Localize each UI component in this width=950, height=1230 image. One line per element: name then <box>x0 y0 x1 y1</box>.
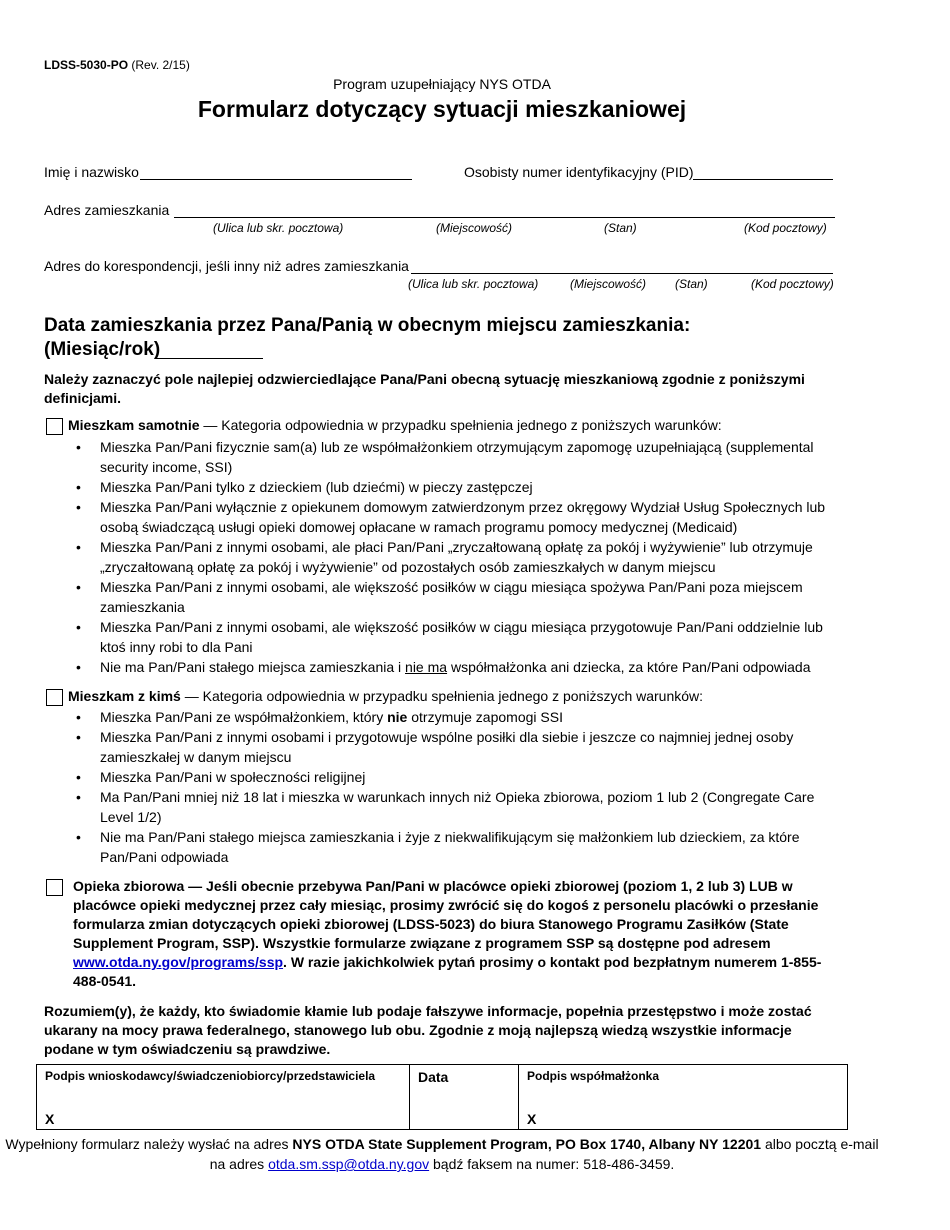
list-item: • Mieszka Pan/Pani fizycznie sam(a) lub ze współmałżonkiem otrzymującym zapomogę uzupełniającą (supplemental security income, SSI) <box>72 437 832 477</box>
residence-date-field[interactable] <box>155 338 263 359</box>
living-with-someone-desc: — Kategoria odpowiednia w przypadku spełnienia jednego z poniższych warunków: <box>180 688 704 704</box>
declaration: Rozumiem(y), że każdy, kto świadomie kłamie lub podaje fałszywe informacje, popełnia przestępstwo i może zostać ukarany na mocy prawa federalnego, stanowego lub obu. Zgodnie z moją najlepszą wiedzą wszystkie informacje podane w tym oświadczeniu są prawdziwe. <box>44 1003 812 1057</box>
residence-date-heading: Data zamieszkania przez Pana/Panią w obecnym miejscu zamieszkania: <box>44 315 691 336</box>
living-with-someone-option <box>68 687 703 706</box>
applicant-signature-cell[interactable] <box>37 1065 410 1130</box>
applicant-x-mark: X <box>45 1111 55 1127</box>
list-item: • Mieszka Pan/Pani z innymi osobami, ale większość posiłków w ciągu miesiąca przygotowuje Pan/Pani oddzielnie lub ktoś inny robi to dla Pani <box>72 617 832 657</box>
congregate-care-contact: . W razie jakichkolwiek pytań prosimy o kontakt pod bezpłatnym numerem 1-855-488-0541. <box>73 954 822 989</box>
mailing-label: Adres do korespondencji, jeśli inny niż adres zamieszkania <box>44 258 409 274</box>
congregate-care-text: Opieka zbiorowa — Jeśli obecnie przebywa Pan/Pani w placówce opieki zbiorowej (poziom 1, 2 lub 3) LUB w placówce opieki medycznej przez cały miesiąc, prosimy zwrócić się do kogoś z personelu placówki o przesłanie formularza zmian dotyczących opieki zbiorowej (LDSS-5023) do biura Stanowego Programu Zasiłków (State Supplement Program, SSP). Wszystkie formularze związane z programem SSP są dostępne pod adresem <box>73 878 819 951</box>
address-zip-sublabel: (Kod pocztowy) <box>744 221 827 235</box>
residence-date-monthyear-label: (Miesiąc/rok) <box>44 339 161 360</box>
list-item: • Nie ma Pan/Pani stałego miejsca zamieszkania i żyje z niekwalifikującym się małżonkiem lub dzieckiem, za które Pan/Pani odpowiada <box>72 827 832 867</box>
date-label: Data <box>418 1069 449 1085</box>
footer: Wypełniony formularz należy wysłać na adres NYS OTDA State Supplement Program, PO Box 1740, Albany NY 12201 albo pocztą e-mail na adres otda.sm.ssp@otda.ny.gov bądź faksem na numer: 518-486-3459. <box>5 1136 879 1172</box>
living-alone-conditions <box>72 437 832 677</box>
living-alone-checkbox[interactable] <box>46 418 63 435</box>
list-item: • Mieszka Pan/Pani ze współmałżonkiem, który nie otrzymuje zapomogi SSI <box>72 707 832 727</box>
mailing-field[interactable] <box>411 257 833 274</box>
date-cell[interactable] <box>410 1065 519 1130</box>
spouse-x-mark: X <box>527 1111 537 1127</box>
form-code: LDSS-5030-PO (Rev. 2/15) <box>44 58 190 72</box>
list-item: • Mieszka Pan/Pani wyłącznie z opiekunem domowym zatwierdzonym przez okręgowy Wydział Usług Społecznych lub osobą świadczącą usługi opieki domowej opłacane w ramach programu pomocy medycznej (Medicaid) <box>72 497 832 537</box>
address-city-sublabel: (Miejscowość) <box>436 221 513 235</box>
congregate-care-option <box>73 877 833 991</box>
congregate-care-checkbox[interactable] <box>46 879 63 896</box>
living-with-someone-checkbox[interactable] <box>46 689 63 706</box>
spouse-signature-label: Podpis współmałżonka <box>527 1069 660 1083</box>
mailing-zip-sublabel: (Kod pocztowy) <box>751 277 834 291</box>
living-with-someone-label: Mieszkam z kimś <box>68 688 181 704</box>
instructions: Należy zaznaczyć pole najlepiej odzwierciedlające Pana/Pani obecną sytuację mieszkaniową zgodnie z poniższymi definicjami. <box>44 371 805 406</box>
name-label: Imię i nazwisko <box>44 164 139 180</box>
living-alone-desc: — Kategoria odpowiednia w przypadku spełnienia jednego z poniższych warunków: <box>199 417 722 433</box>
address-state-sublabel: (Stan) <box>604 221 637 235</box>
name-field[interactable] <box>140 163 412 180</box>
living-alone-option <box>68 416 722 435</box>
address-field[interactable] <box>174 201 835 218</box>
list-item: • Mieszka Pan/Pani z innymi osobami i przygotowuje wspólne posiłki dla siebie i jeszcze co najmniej jednej osoby zamieszkałej w danym miejscu <box>72 727 832 767</box>
living-alone-label: Mieszkam samotnie <box>68 417 200 433</box>
signature-table <box>36 1064 848 1130</box>
mailing-street-sublabel: (Ulica lub skr. pocztowa) <box>408 277 539 291</box>
list-item: • Mieszka Pan/Pani tylko z dzieckiem (lub dziećmi) w pieczy zastępczej <box>72 477 832 497</box>
living-with-someone-conditions <box>72 707 832 867</box>
list-item: • Mieszka Pan/Pani z innymi osobami, ale płaci Pan/Pani „zryczałtowaną opłatę za pokój i wyżywienie” lub otrzymuje „zryczałtowaną opłatę za pokój i wyżywienie” od pozostałych osób zamieszkałych w danym miejscu <box>72 537 832 577</box>
page-title: Formularz dotyczący sytuacji mieszkaniowej <box>197 96 687 122</box>
email-link[interactable]: otda.sm.ssp@otda.ny.gov <box>268 1156 430 1172</box>
pid-field[interactable] <box>693 163 833 180</box>
list-item: • Mieszka Pan/Pani z innymi osobami, ale większość posiłków w ciągu miesiąca spożywa Pan/Pani poza miejscem zamieszkania <box>72 577 832 617</box>
address-street-sublabel: (Ulica lub skr. pocztowa) <box>213 221 344 235</box>
spouse-signature-cell[interactable] <box>519 1065 848 1130</box>
list-item: • Mieszka Pan/Pani w społeczności religijnej <box>72 767 832 787</box>
ssp-forms-link[interactable]: www.otda.ny.gov/programs/ssp <box>73 954 284 970</box>
mailing-state-sublabel: (Stan) <box>675 277 708 291</box>
address-label: Adres zamieszkania <box>44 202 170 218</box>
mailing-address: NYS OTDA State Supplement Program, PO Box 1740, Albany NY 12201 <box>292 1136 762 1152</box>
pid-label: Osobisty numer identyfikacyjny (PID) <box>464 164 694 180</box>
mailing-city-sublabel: (Miejscowość) <box>570 277 647 291</box>
list-item: • Ma Pan/Pani mniej niż 18 lat i mieszka w warunkach innych niż Opieka zbiorowa, poziom 1 lub 2 (Congregate Care Level 1/2) <box>72 787 832 827</box>
list-item: • Nie ma Pan/Pani stałego miejsca zamieszkania i nie ma współmałżonka ani dziecka, za które Pan/Pani odpowiada <box>72 657 832 677</box>
applicant-signature-label: Podpis wnioskodawcy/świadczeniobiorcy/przedstawiciela <box>45 1069 376 1083</box>
program-name: Program uzupełniający NYS OTDA <box>333 76 551 92</box>
